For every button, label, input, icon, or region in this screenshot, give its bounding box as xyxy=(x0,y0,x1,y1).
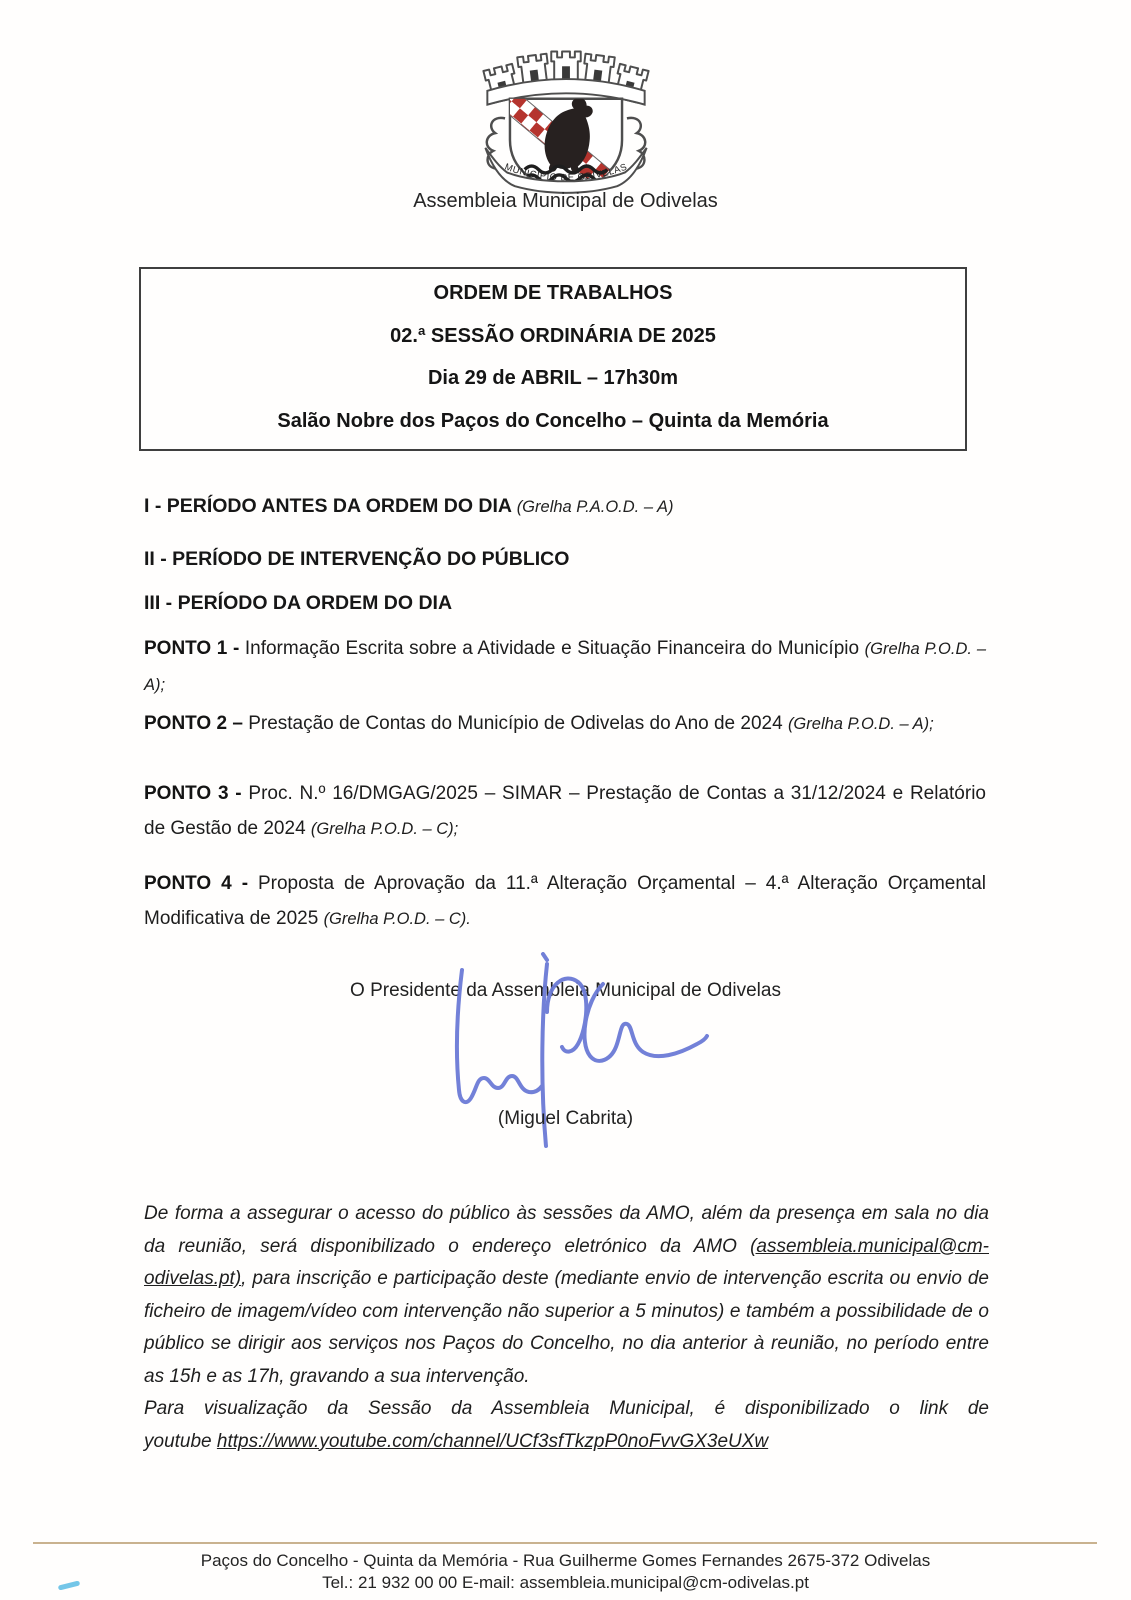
agenda-item-ponto-1 xyxy=(144,631,986,703)
section-label: II - PERÍODO DE INTERVENÇÃO DO PÚBLICO xyxy=(144,548,570,570)
footer-address: Paços do Concelho - Quinta da Memória - Rua Guilherme Gomes Fernandes 2675-372 Odivelas xyxy=(200,1551,931,1570)
email-link[interactable]: (assembleia.municipal@cm-odivelas.pt) xyxy=(144,1235,989,1289)
crest-svg xyxy=(448,24,684,199)
section-note: (Grelha P.A.O.D. – A) xyxy=(516,498,674,516)
section-heading-2 xyxy=(144,548,989,571)
notice-paragraph-1 xyxy=(144,1198,989,1393)
item-label: PONTO 3 - xyxy=(144,783,249,804)
section-label: I - PERÍODO ANTES DA ORDEM DO DIA xyxy=(144,495,517,517)
public-access-notice xyxy=(144,1198,989,1458)
agenda-item-ponto-4 xyxy=(144,866,986,937)
notice-text: De forma a assegurar o acesso do público às sessões da AMO, além da presença em sala no dia da reunião, será disponibilizado o endereço eletrónico da AMO xyxy=(144,1203,989,1257)
session-number: 02.ª SESSÃO ORDINÁRIA DE 2025 xyxy=(390,324,716,347)
notice-text: , para inscrição e participação deste (mediante envio de intervenção escrita ou envio de ficheiro de imagem/vídeo com intervenção não superior a 5 minutos) e também a possibilidade de o público se dirigir aos serviços nos Paços do Concelho, no dia anterior à reunião, no período entre as 15h e as 17h, gravando a sua intervenção. xyxy=(144,1268,989,1387)
agenda-title: ORDEM DE TRABALHOS xyxy=(433,282,673,304)
president-title: O Presidente da Assembleia Municipal de Odivelas xyxy=(350,980,781,1001)
item-note: (Grelha P.O.D. – C); xyxy=(310,820,459,838)
item-label: PONTO 2 – xyxy=(144,713,249,734)
page-footer xyxy=(0,1550,1131,1594)
item-note: (Grelha P.O.D. – A); xyxy=(787,715,934,733)
notice-paragraph-2-line-2 xyxy=(144,1426,989,1459)
crest-banner-text: MUNICÍPIO DE ODIVELAS xyxy=(502,161,629,183)
municipal-crest xyxy=(448,24,684,196)
notice-text: youtube xyxy=(144,1430,217,1452)
notice-paragraph-2-line-1: Para visualização da Sessão da Assembleia Municipal, é disponibilizado o link de xyxy=(144,1398,989,1419)
youtube-link[interactable]: https://www.youtube.com/channel/UCf3sfTkzpP0noFvvGX3eUXw xyxy=(216,1430,769,1452)
agenda-item-ponto-2 xyxy=(144,706,986,742)
org-name: Assembleia Municipal de Odivelas xyxy=(413,190,718,212)
item-note: (Grelha P.O.D. – A); xyxy=(144,640,987,694)
section-label: III - PERÍODO DA ORDEM DO DIA xyxy=(144,592,453,614)
item-note: (Grelha P.O.D. – C). xyxy=(323,910,471,928)
item-text: Proposta de Aprovação da 11.ª Alteração Orçamental – 4.ª Alteração Orçamental Modificativa de 2025 xyxy=(144,873,986,929)
crest-crown xyxy=(483,52,648,105)
item-text: Proc. N.º 16/DMGAG/2025 – SIMAR – Prestação de Contas a 31/12/2024 e Relatório de Gestão de 2024 xyxy=(144,783,986,839)
item-text: Prestação de Contas do Município de Odivelas do Ano de 2024 xyxy=(248,713,788,734)
agenda-item-ponto-3 xyxy=(144,776,986,847)
item-text: Informação Escrita sobre a Atividade e Situação Financeira do Município xyxy=(244,638,865,659)
section-heading-1 xyxy=(144,495,989,518)
item-label: PONTO 4 - xyxy=(144,873,258,894)
footer-rule xyxy=(33,1542,1097,1544)
session-datetime: Dia 29 de ABRIL – 17h30m xyxy=(427,367,679,390)
section-heading-3 xyxy=(144,592,989,615)
item-label: PONTO 1 - xyxy=(144,638,245,659)
agenda-title-box xyxy=(139,267,967,451)
president-name: (Miguel Cabrita) xyxy=(497,1108,634,1129)
session-location: Salão Nobre dos Paços do Concelho – Quinta da Memória xyxy=(277,409,829,432)
footer-contact: Tel.: 21 932 00 00 E-mail: assembleia.municipal@cm-odivelas.pt xyxy=(322,1573,809,1592)
